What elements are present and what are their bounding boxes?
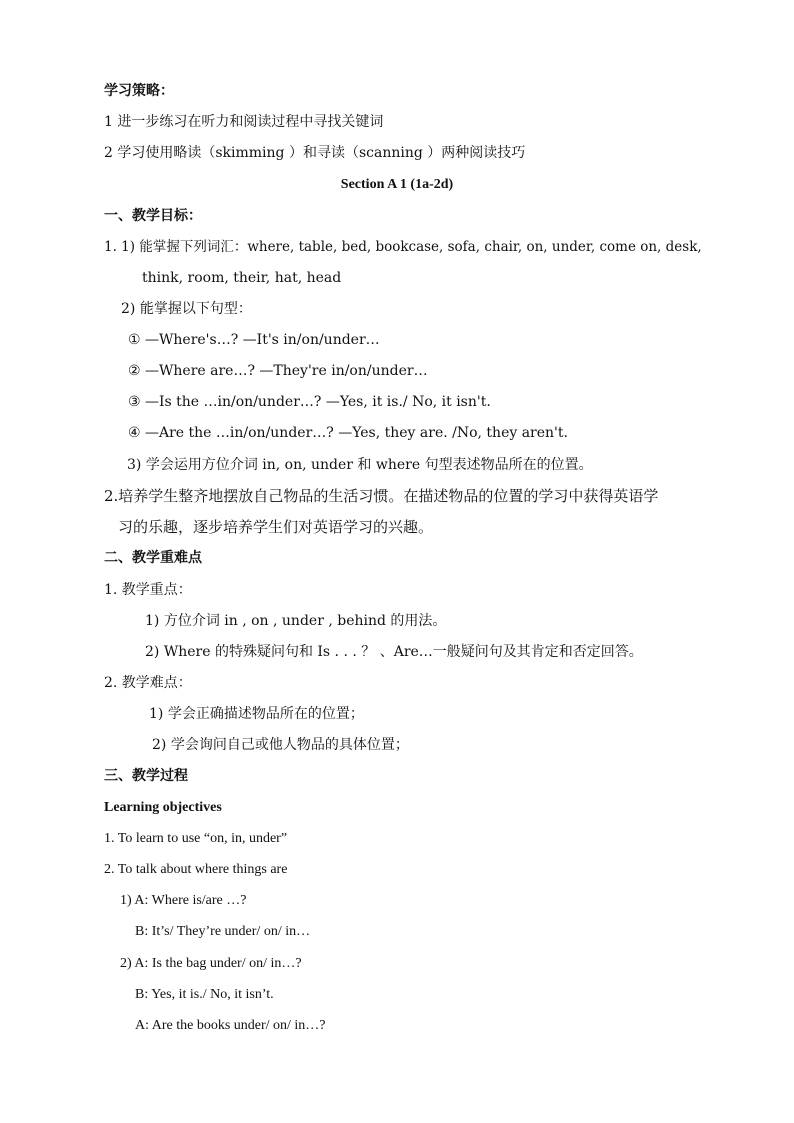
focus-title: 1. 教学重点： (104, 582, 192, 598)
difficulty-item-1: 1) 学会正确描述物品所在的位置； (149, 706, 364, 722)
focus-item-2: 2) Where 的特殊疑问句和 Is . . . ？ 、Are…一般疑问句及其肯定和否定回答。 (145, 644, 643, 660)
difficulty-item-2: 2) 学会询问自己或他人物品的具体位置； (152, 737, 409, 753)
section-title: Section A 1 (1a-2d) (340, 177, 454, 192)
difficulty-title: 2. 教学难点： (104, 675, 192, 691)
focus-item-1: 1) 方位介词 in , on , under , behind 的用法。 (145, 613, 447, 629)
process-line-7: A: Are the books under/ on/ in…? (135, 1018, 326, 1033)
objectives-item1-line1: 1. 1) 能掌握下列词汇：where, table, bed, bookcase, sofa, chair, on, under, come on, desk, (104, 239, 702, 255)
process-line-5: 2) A: Is the bag under/ on/ in…? (120, 956, 302, 971)
objectives-item2-line2: 习的乐趣，逐步培养学生们对英语学习的兴趣。 (118, 518, 434, 536)
objectives-item1-sub3: 3) 学会运用方位介词 in, on, under 和 where 句型表述物品所在的位置。 (127, 457, 593, 473)
strategy-item-1: 1 进一步练习在听力和阅读过程中寻找关键词 (104, 114, 384, 130)
process-line-3: 1) A: Where is/are …? (120, 893, 247, 908)
pattern-4: ④ —Are the …in/on/under…? —Yes, they are. /No, they aren't. (128, 425, 568, 441)
process-line-4: B: It’s/ They’re under/ on/ in… (135, 924, 311, 939)
process-heading: 三、教学过程 (104, 768, 188, 784)
pattern-2: ② —Where are…? —They're in/on/under… (128, 363, 428, 379)
process-line-2: 2. To talk about where things are (104, 862, 288, 877)
objectives-item1-line2: think, room, their, hat, head (142, 270, 342, 286)
key-points-heading: 二、教学重难点 (104, 550, 202, 566)
strategy-item-2: 2 学习使用略读（skimming ）和寻读（scanning ）两种阅读技巧 (104, 145, 526, 161)
objectives-heading: 一、教学目标： (104, 208, 202, 224)
pattern-1: ① —Where's…? —It's in/on/under… (128, 332, 380, 348)
process-line-1: 1. To learn to use “on, in, under” (104, 831, 288, 846)
objectives-item2-line1: 2.培养学生整齐地摆放自己物品的生活习惯。在描述物品的位置的学习中获得英语学 (104, 487, 659, 505)
objectives-item1-sub2: 2) 能掌握以下句型： (121, 301, 252, 317)
process-line-6: B: Yes, it is./ No, it isn’t. (135, 987, 274, 1002)
pattern-3: ③ —Is the …in/on/under…? —Yes, it is./ No, it isn't. (128, 394, 491, 410)
strategy-title: 学习策略： (104, 83, 174, 99)
learning-objectives-title: Learning objectives (104, 800, 222, 815)
